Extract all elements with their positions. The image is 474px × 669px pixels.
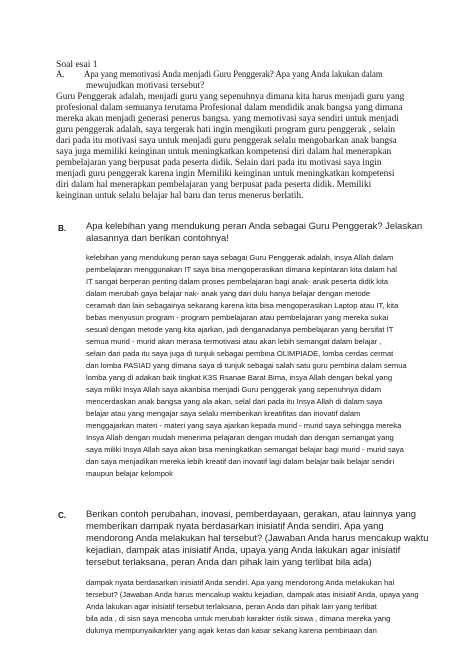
question-b-label: B.: [58, 224, 67, 233]
answer-b-line: kelebihan yang mendukung peran saya sebagai Guru Penggerak adalah, insya Allah dalam: [86, 253, 394, 262]
answer-b-line: ceramah dan lain sebagainya sekarang karena kita bisa mengoperasikan Laptop atau IT, kita: [86, 301, 399, 310]
answer-b-line: IT sangat berperan penting dalam proses pembelajaran bagi anak- anak peserta didik kita: [86, 277, 389, 286]
question-c-line-2: memberikan dampak nyata berdasarkan inisiatif Anda sendiri. Apa yang: [86, 520, 384, 531]
answer-b-line: mencerdaskan anak bangsa yang ala akan, selal dari pada itu Insya Allah di dalam saya: [86, 397, 383, 406]
answer-b-line: selain dari pada itu saya juga di tunjuk sebagai pembina OLIMPIADE, lomba cerdas cermat: [86, 349, 394, 358]
answer-b-line: dan saya menjadikan mereka lebih kreatif dan inovatif lagi dalam belajar baik belajar sendiri: [86, 457, 395, 466]
answer-a-line: diri dalam hal menerapkan pembelajaran yang berpusat pada peserta didik. Memiliki: [56, 180, 372, 190]
question-a-label: A.: [56, 70, 65, 80]
answer-b-line: sesual dengan metode yang kita ajarkan, jadi denganadanya pembelajaran yang bersifat IT: [86, 325, 394, 334]
answer-a-line: profesional dalam semuanya terutama Profesional dalam mendidik anak bangsa yang dimana: [56, 103, 403, 113]
answer-b-line: semua murid - murid akan merasa termotivasi atau akan lebih semangat dalam belajar ,: [86, 337, 382, 346]
answer-b-line: Insya Allah dengan mudah menerima pelajaran dengan mudah dan dengan semangat yang: [86, 433, 394, 442]
answer-b-line: pembelajaran menggunakan IT saya bisa mengoperasikan dimana kepintaran kita dalam hal: [86, 265, 397, 274]
question-c-line-3: mendorong Anda melakukan hal tersebut? (Jawaban Anda harus mencakup waktu: [86, 532, 429, 543]
answer-c-line: Anda lakukan agar inisiatif tersebut terlaksana, peran Anda dan pihak lain yang terlibat: [86, 602, 377, 611]
answer-a-line: Guru Penggerak adalah, menjadi guru yang sepenuhnya dimana kita harus menjadi guru yang: [56, 92, 405, 102]
answer-b-line: saya miliki Insya Allah saya akanbisa menjadi Guru penggerak yang sepenuhnya didam: [86, 385, 382, 394]
answer-b-line: lomba yang di adakan baik tingkat K3S Rsanae Barat Bima, insya Allah dengan bekal yang: [86, 373, 393, 382]
answer-b-line: maupun belajar kelompok: [86, 469, 173, 478]
answer-b-line: menggajarkan materi - materi yang saya ajarkan kepada murid - murid saya sehingga mereka: [86, 421, 402, 430]
answer-c-line: bila ada , di sisn saya mencoba untuk merubah karakter ristik siswa , dimana mereka yang: [86, 614, 391, 623]
answer-a-line: menjadi guru penggerak karena ingin Memiliki keinginan untuk meningkatkan kompetensi: [56, 169, 395, 179]
answer-c-line: dulunya mempunyaikarkter yang agak keras dan kasar sekang karena pembinaan dan: [86, 626, 377, 635]
answer-b-line: saya miliki Insya Allah saya akan bisa meningkatkan semangat belajar bagi murid - murid saya: [86, 445, 404, 454]
answer-c-line: tersebut? (Jawaban Anda harus mencakup waktu kejadian, dampak atas inisiatif Anda, upaya yang: [86, 590, 419, 599]
question-a-line-1: Apa yang memotivasi Anda menjadi Guru Penggerak? Apa yang Anda lakukan dalam: [84, 70, 383, 80]
answer-b-line: dalam merubah gaya belajar nak- anak yang dari dulu hanya belajar dengan metode: [86, 289, 371, 298]
answer-a-line: pembelajaran yang berpusat pada peserta didik. Selain dari pada itu motivasi saya ingin: [56, 158, 382, 168]
question-b-line-2: alasannya dan berikan contohnya!: [86, 232, 229, 243]
answer-a-line: mereka akan menjadi generasi penerus bangsa. yang memotivasi saya sendiri untuk menjadi: [56, 114, 399, 124]
question-b-line-1: Apa kelebihan yang mendukung peran Anda sebagai Guru Penggerak? Jelaskan: [86, 220, 423, 231]
answer-a-line: keinginan untuk selalu belajar hal baru dan terus menerus berlatih.: [56, 191, 304, 201]
answer-c-line: dampak nyata berdasarkan inisiatif Anda sendiri. Apa yang mendorong Anda melakukan hal: [86, 578, 395, 587]
question-c-label: C.: [58, 511, 67, 520]
answer-b-line: bebas menyusun program - program pembelajaran atau pembelajaran yang mereka sukai: [86, 313, 389, 322]
question-c-line-5: tersebut terlaksana, peran Anda dan pihak lain yang terlibat bila ada): [86, 556, 372, 567]
answer-a-line: saya juga memiliki keinginan untuk meningkatkan kompetensi diri dalam hal menerapkan: [56, 147, 392, 157]
answer-a-line: dari pada itu motivasi saya untuk menjadi guru penggerak selalu mengobarkan anak bangsa: [56, 136, 397, 146]
question-a-line-2: mewujudkan motivasi tersebut?: [86, 81, 205, 91]
soal-title: Soal esai 1: [56, 59, 98, 70]
answer-b-line: dan lomba PASIAD yang dimana saya di tunjuk sebagai salah satu guru pembina dalam semua: [86, 361, 407, 370]
answer-a-line: guru penggerak adalah, saya tergerak hati ingin mengikuti program guru penggerak , selain: [56, 125, 396, 135]
answer-b-line: belajar atau yang mengajar saya selalu memberikan kreatifitas dan inovatif dalam: [86, 409, 361, 418]
question-c-line-1: Berikan contoh perubahan, inovasi, pemberdayaan, gerakan, atau lainnya yang: [86, 508, 416, 519]
question-c-line-4: kejadian, dampak atas inisiatif Anda, upaya yang Anda lakukan agar inisiatif: [86, 544, 401, 555]
